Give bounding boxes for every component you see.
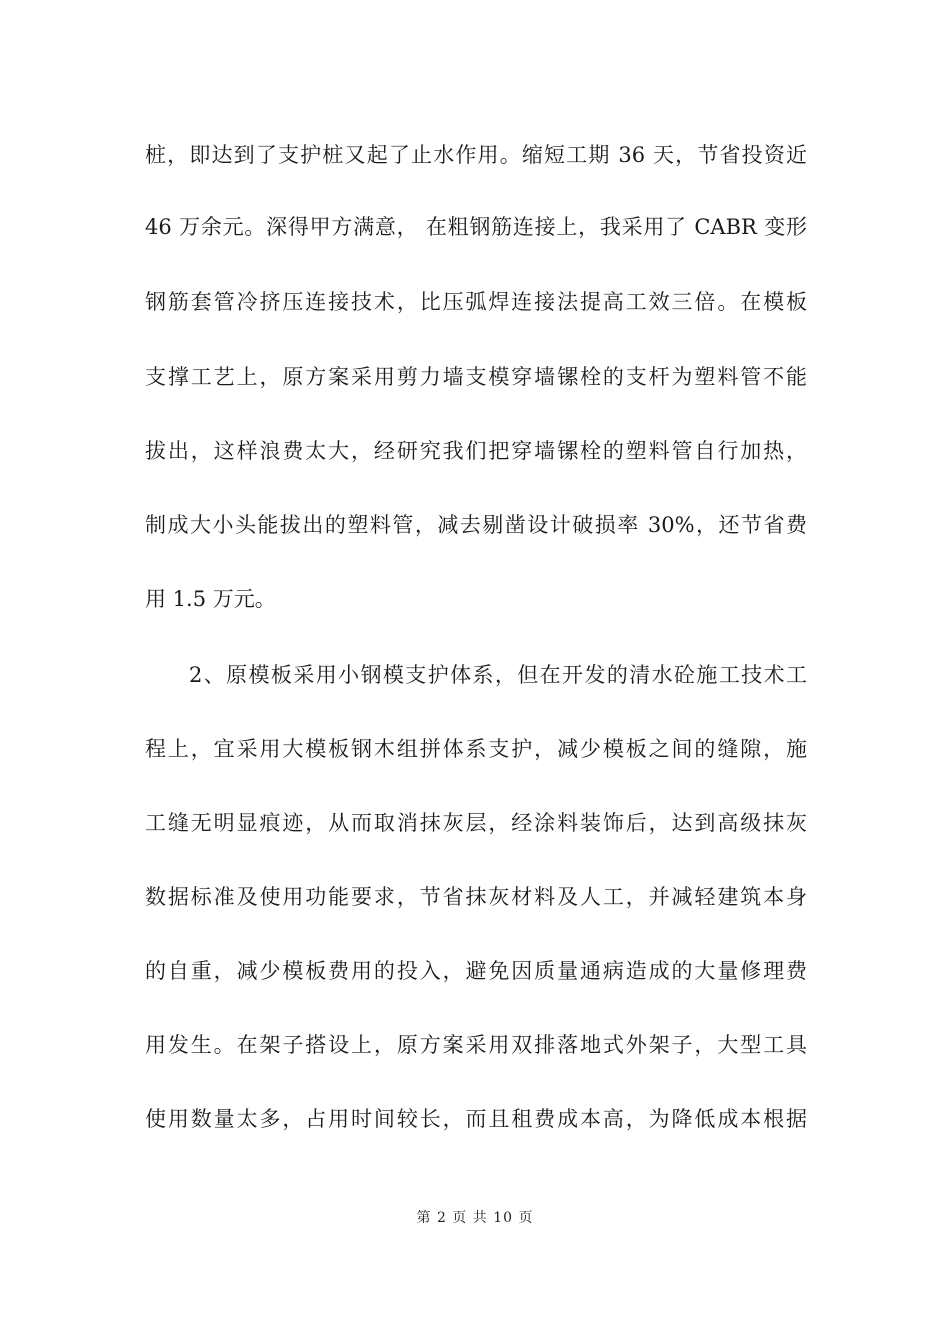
- page-number-footer: 第 2 页 共 10 页: [416, 1210, 534, 1226]
- paragraph-1-line-5: 拔出，这样浪费太大，经研究我们把穿墙镙栓的塑料管自行加热，: [145, 439, 807, 463]
- paragraph-2-line-5: 的自重，减少模板费用的投入，避免因质量通病造成的大量修理费: [145, 959, 807, 983]
- paragraph-1-line-3: 钢筋套管冷挤压连接技术，比压弧焊连接法提高工效三倍。在模板: [145, 290, 807, 314]
- paragraph-1-line-6: 制成大小头能拔出的塑料管，减去剔凿设计破损率 30%，还节省费: [145, 513, 807, 537]
- paragraph-2-line-4: 数据标准及使用功能要求，节省抹灰材料及人工，并减轻建筑本身: [145, 885, 807, 909]
- paragraph-2-line-3: 工缝无明显痕迹，从而取消抹灰层，经涂料装饰后，达到高级抹灰: [145, 811, 807, 835]
- paragraph-2-line-7: 使用数量太多，占用时间较长，而且租费成本高，为降低成本根据: [145, 1107, 807, 1131]
- paragraph-2-line-6: 用发生。在架子搭设上，原方案采用双排落地式外架子，大型工具: [145, 1033, 807, 1057]
- paragraph-1-line-2: 46 万余元。深得甲方满意， 在粗钢筋连接上，我采用了 CABR 变形: [145, 215, 807, 239]
- paragraph-2-line-1: 2、原模板采用小钢模支护体系，但在开发的清水砼施工技术工: [189, 663, 807, 687]
- paragraph-1-line-7: 用 1.5 万元。: [145, 587, 276, 611]
- paragraph-2-line-2: 程上，宜采用大模板钢木组拼体系支护，减少模板之间的缝隙，施: [145, 737, 807, 761]
- paragraph-1-line-1: 桩，即达到了支护桩又起了止水作用。缩短工期 36 天，节省投资近: [145, 143, 807, 167]
- paragraph-1-line-4: 支撑工艺上，原方案采用剪力墙支模穿墙镙栓的支杆为塑料管不能: [145, 365, 807, 389]
